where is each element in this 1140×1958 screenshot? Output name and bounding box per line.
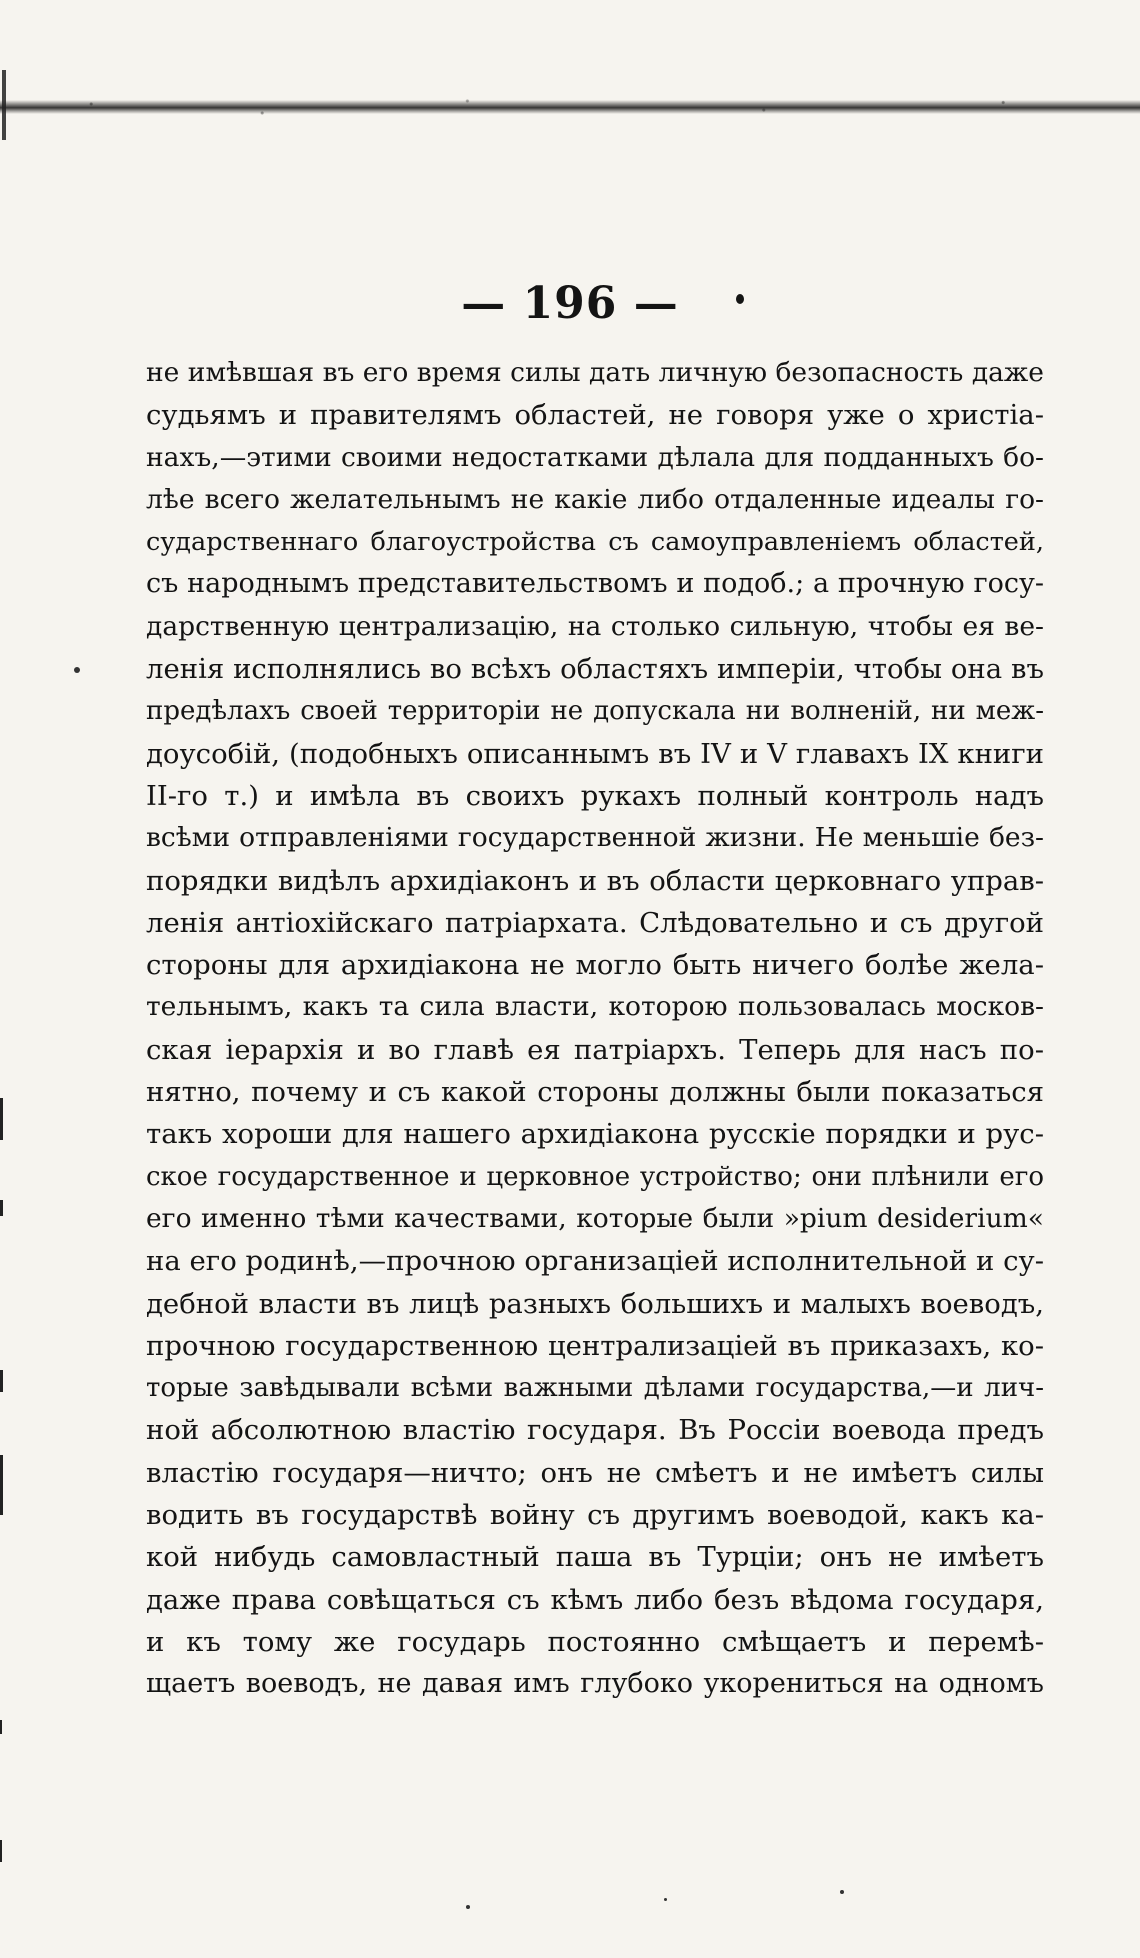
text-line: дарственную централизацію, на столько сильную, чтобы ея ве- (146, 610, 1044, 642)
text-line: II-го т.) и имѣла въ своихъ рукахъ полный контроль надъ (146, 779, 1044, 812)
margin-mark (0, 1720, 2, 1734)
text-line: доусобій, (подобныхъ описаннымъ въ IV и V главахъ IX книги (146, 737, 1044, 770)
text-line: нятно, почему и съ какой стороны должны были показаться (146, 1076, 1044, 1109)
text-line: съ народнымъ представительствомъ и подоб.; а прочную госу- (146, 568, 1044, 600)
ink-speck (466, 1905, 470, 1909)
margin-mark (0, 1840, 2, 1862)
ink-dot (736, 294, 744, 304)
margin-mark (0, 1098, 3, 1140)
ink-speck (664, 1898, 667, 1901)
text-line: кой нибудь самовластный паша въ Турціи; онъ не имѣетъ (146, 1541, 1044, 1574)
text-line: ская іерархія и во главѣ ея патріархъ. Теперь для насъ по- (146, 1033, 1044, 1066)
ink-speck (74, 667, 80, 673)
text-line: даже права совѣщаться съ кѣмъ либо безъ вѣдома государя, (146, 1583, 1044, 1616)
text-line: торые завѣдывали всѣми важными дѣлами государства,—и лич- (146, 1373, 1044, 1404)
text-line: властію государя—ничто; онъ не смѣетъ и не имѣетъ силы (146, 1456, 1044, 1489)
text-line: лѣе всего желательнымъ не какіе либо отдаленные идеалы го- (146, 483, 1044, 515)
text-line: тельнымъ, какъ та сила власти, которою пользовалась москов- (146, 991, 1044, 1023)
margin-mark (0, 1370, 3, 1392)
text-line: нахъ,—этими своими недостатками дѣлала для подданныхъ бо- (146, 441, 1044, 473)
text-line: не имѣвшая въ его время силы дать личную безопасность даже (146, 357, 1044, 388)
top-rule (0, 100, 1140, 114)
page-number: — 196 — (461, 278, 679, 329)
body-text (146, 352, 1044, 1706)
text-line: порядки видѣлъ архидіаконъ и въ области церковнаго управ- (146, 864, 1044, 897)
text-line: стороны для архидіакона не могло быть ничего болѣе жела- (146, 949, 1044, 982)
text-line: ной абсолютною властію государя. Въ Россіи воевода предъ (146, 1414, 1044, 1447)
text-line: ленія антіохійскаго патріархата. Слѣдовательно и съ другой (146, 906, 1044, 939)
text-line: ленія исполнялись во всѣхъ областяхъ имперіи, чтобы она въ (146, 653, 1044, 686)
text-line: предѣлахъ своей территоріи не допускала ни волненій, ни меж- (146, 696, 1044, 727)
text-line: всѣми отправленіями государственной жизни. Не меньшіе без- (146, 822, 1044, 854)
text-line: на его родинѣ,—прочною организаціей исполнительной и су- (146, 1245, 1044, 1278)
text-line: прочною государственною централизаціей въ приказахъ, ко- (146, 1329, 1044, 1362)
text-line: дебной власти въ лицѣ разныхъ большихъ и малыхъ воеводъ, (146, 1287, 1044, 1320)
ink-speck (840, 1890, 844, 1894)
text-line: щаетъ воеводъ, не давая имъ глубоко укорениться на одномъ (146, 1668, 1044, 1700)
margin-mark (0, 1455, 3, 1515)
text-line: и къ тому же государь постоянно смѣщаетъ и перемѣ- (146, 1625, 1044, 1658)
text-line: ское государственное и церковное устройство; они плѣнили его (146, 1161, 1044, 1192)
text-line: его именно тѣми качествами, которые были »pium desiderium« (146, 1202, 1044, 1234)
page-edge-shadow (2, 70, 6, 140)
text-line: водить въ государствѣ войну съ другимъ воеводой, какъ ка- (146, 1499, 1044, 1532)
margin-mark (0, 1200, 3, 1216)
text-line: такъ хороши для нашего архидіакона русскіе порядки и рус- (146, 1118, 1044, 1151)
text-line: судьямъ и правителямъ областей, не говоря уже о христіа- (146, 399, 1044, 432)
text-line: сударственнаго благоустройства съ самоуправленіемъ областей, (146, 527, 1044, 558)
